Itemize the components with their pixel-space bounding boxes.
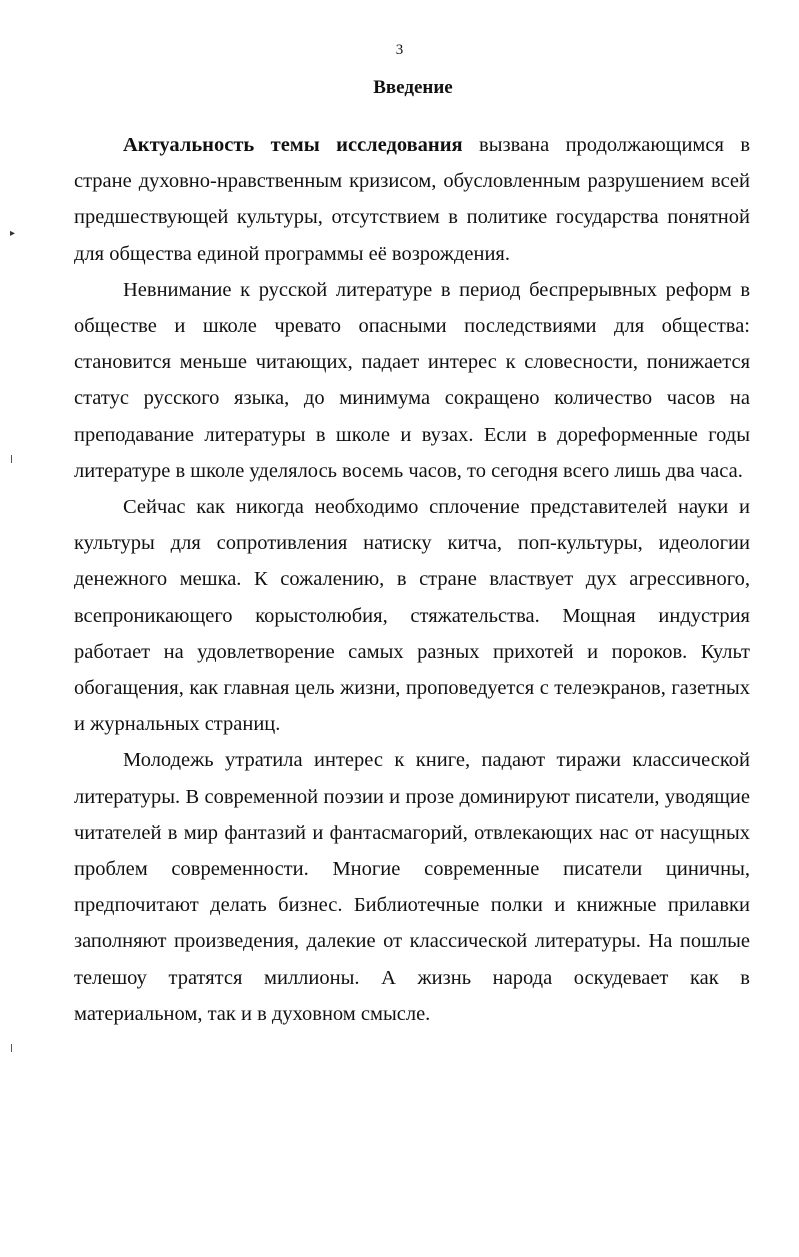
scan-mark: ▸ xyxy=(10,228,16,239)
paragraph: Молодежь утратила интерес к книге, падают тиражи классической литературы. В современной поэзии и прозе доминируют писатели, уводящие читателей в мир фантазий и фантасмагорий, отвлекающих нас от насущных проблем современности. Многие современные писатели циничны, предпочитают делать бизнес. Библиотечные полки и книжные прилавки заполняют произведения, далекие от классической литературы. На пошлые телешоу тратятся миллионы. А жизнь народа оскудевает как в материальном, так и в духовном смысле. xyxy=(74,749,750,1025)
scan-mark xyxy=(11,455,12,463)
scan-mark xyxy=(11,1044,12,1052)
paragraph-lead: Актуальность темы исследования xyxy=(123,134,463,156)
body-text xyxy=(74,127,750,1032)
paragraph-text: вызвана продолжающимся в стране духовно-нравственным кризисом, обусловленным разрушением всей предшествующей культуры, отсутствием в политике государства понятной для общества единой программы её возрождения. xyxy=(74,134,750,265)
paragraph: Невнимание к русской литературе в период беспрерывных реформ в обществе и школе чревато опасными последствиями для общества: становится меньше читающих, падает интерес к словесности, понижается статус русского языка, до минимума сокращено количество часов на преподавание литературы в школе и вузах. Если в дореформенные годы литературе в школе уделялось восемь часов, то сегодня всего лишь два часа. xyxy=(74,278,750,482)
paragraph xyxy=(74,127,750,272)
section-heading: Введение xyxy=(373,77,453,98)
page-number: 3 xyxy=(395,42,404,58)
paragraph: Сейчас как никогда необходимо сплочение представителей науки и культуры для сопротивления натиску китча, поп-культуры, идеологии денежного мешка. К сожалению, в стране властвует дух агрессивного, всепроникающего корыстолюбия, стяжательства. Мощная индустрия работает на удовлетворение самых разных прихотей и пороков. Культ обогащения, как главная цель жизни, проповедуется с телеэкранов, газетных и журнальных страниц. xyxy=(74,496,750,736)
